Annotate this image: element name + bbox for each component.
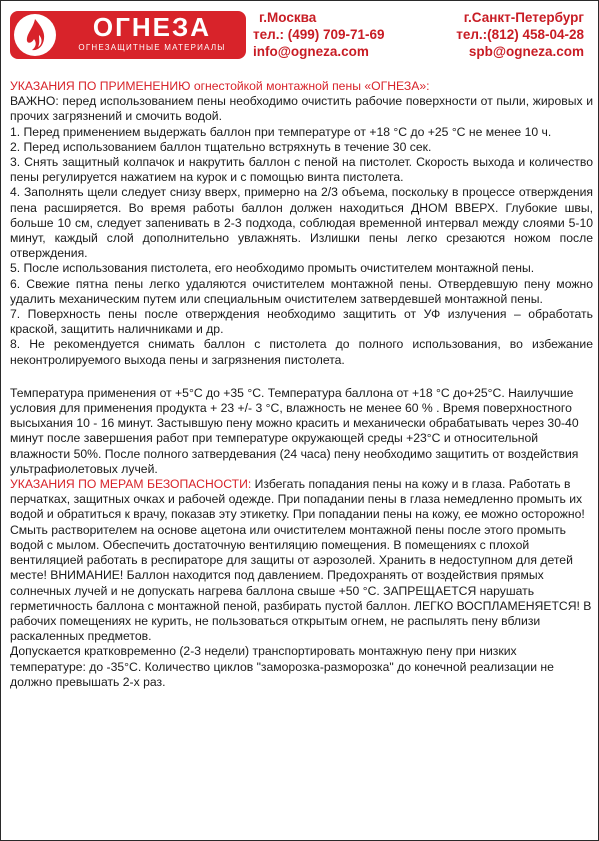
instruction-item-5: 5. После использования пистолета, его необходимо промыть очистителем монтажной пены. bbox=[10, 261, 535, 276]
instruction-item-2: 2. Перед использованием баллон тщательно встряхнуть в течение 30 сек. bbox=[10, 139, 432, 154]
instruction-item-6: 6. Свежие пятна пены легко удаляются очистителем монтажной пены. Отвердевшую пену можно удалить механическим путем или специальным очистителем затвердевшей монтажной пены. bbox=[10, 276, 593, 306]
brand-tagline: ОГНЕЗАЩИТНЫЕ МАТЕРИАЛЫ bbox=[78, 43, 226, 52]
city-spb: г.Санкт-Петербург bbox=[463, 10, 584, 25]
city-moscow: г.Москва bbox=[259, 10, 317, 25]
contact-spb bbox=[456, 9, 584, 60]
email-spb: spb@ogneza.com bbox=[468, 44, 584, 59]
flame-icon bbox=[14, 14, 56, 56]
label-text bbox=[10, 79, 593, 690]
instruction-item-4: 4. Заполнять щели следует снизу вверх, примерно на 2/3 объема, поскольку в процессе отверждения пена расширяется. Во время работы баллон должен находиться ДНОМ ВВЕРХ. Глубокие швы, больше 10 см, следует запенивать в 2-3 подхода, соблюдая временной интервал между слоями 5-10 минут, каждый слой дополнительно увлажнять. Излишки пены легко срезаются ножом после отверждения. bbox=[10, 185, 593, 261]
brand-name: ОГНЕЗА bbox=[92, 12, 212, 42]
instruction-item-3: 3. Снять защитный колпачок и накрутить баллон с пеной на пистолет. Скорость выхода и количество пены регулируется нажатием на курок и с помощью винта пистолета. bbox=[10, 155, 593, 185]
instruction-item-1: 1. Перед применением выдержать баллон при температуре от +18 °С до +25 °С не менее 10 ч. bbox=[10, 124, 552, 139]
header bbox=[1, 1, 599, 71]
instruction-item-7: 7. Поверхность пены после отверждения необходимо защитить от УФ излучения – обработать краской, защитить наличниками и др. bbox=[10, 307, 593, 337]
transport-paragraph: Допускается кратковременно (2-3 недели) транспортировать монтажную пену при низких температуре: до -35°С. Количество циклов "заморозка-разморозка" до конечной реализации не должно превышать 2-х раз. bbox=[10, 644, 554, 689]
instruction-item-8: 8. Не рекомендуется снимать баллон с пистолета до полного использования, во избежание неконтролируемого выхода пены и загрязнения пистолета. bbox=[10, 337, 593, 367]
brand-logo bbox=[10, 11, 246, 59]
section-gap bbox=[10, 368, 593, 386]
safety-paragraph bbox=[10, 477, 593, 644]
instructions-heading: УКАЗАНИЯ ПО ПРИМЕНЕНИЮ огнестойкой монтажной пены «ОГНЕЗА»: bbox=[10, 79, 430, 93]
temperature-paragraph: Температура применения от +5°С до +35 °С. Температура баллона от +18 °С до+25°С. Наилучшие условия для применения продукта + 23 +/- 3 °С, влажность не менее 60 % . Время поверхностного высыхания 10 - 16 минут. Застывшую пену можно красить и механически обрабатывать через 30-40 минут после завершения работ при температуре окружающей среды +23°С и относительной влажности 50%. После полного затвердевания (24 часа) пену необходимо защитить от воздействия ультрафиолетовых лучей. bbox=[10, 385, 579, 476]
safety-text: Избегать попадания пены на кожу и в глаза. Работать в перчатках, защитных очках и рабочей одежде. При попадании пены в глаза немедленно промыть их водой и обратиться к врачу, показав эту этикетку. При попадании пены на кожу, ее можно осторожно! Смыть растворителем на основе ацетона или очистителем монтажной пены после этого промыть водой с мылом. Обеспечить достаточную вентиляцию помещения. В помещениях с плохой вентиляцией работать в респираторе для защиты от аэрозолей. Хранить в недоступном для детей месте! ВНИМАНИЕ! Баллон находится под давлением. Предохранять от воздействия прямых солнечных лучей и не допускать нагрева баллона свыше +50 °С. ЗАПРЕЩАЕТСЯ нарушать герметичность баллона с монтажной пеной, разбирать пустой баллон. ЛЕГКО ВОСПЛАМЕНЯЕТСЯ! В рабочих помещениях не курить, не пользоваться открытым огнем, не распылять пену вблизи раскаленных предметов. bbox=[10, 477, 592, 644]
contact-moscow bbox=[253, 9, 385, 60]
email-moscow: info@ogneza.com bbox=[253, 44, 369, 59]
important-note: ВАЖНО: перед использованием пены необходимо очистить рабочие поверхности от пыли, жировых и прочих загрязнений и смочить водой. bbox=[10, 94, 593, 124]
phone-spb: тел.:(812) 458-04-28 bbox=[456, 27, 584, 42]
safety-heading: УКАЗАНИЯ ПО МЕРАМ БЕЗОПАСНОСТИ: bbox=[10, 477, 252, 492]
phone-moscow: тел.: (499) 709-71-69 bbox=[253, 27, 385, 42]
